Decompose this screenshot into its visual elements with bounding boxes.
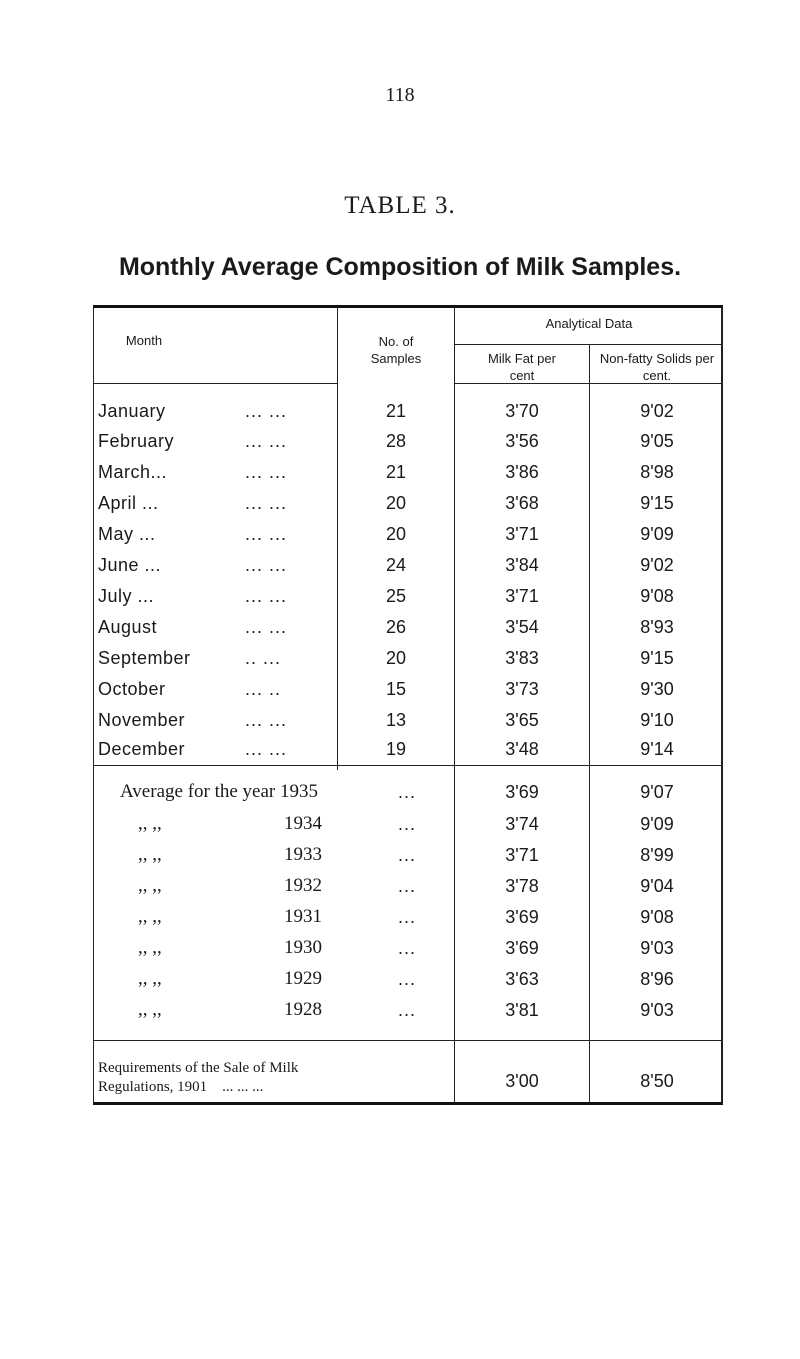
leader-dots: ... ... [245, 710, 288, 730]
month-name: March... [98, 462, 168, 482]
milk-fat-requirement: 3'00 [505, 1071, 539, 1091]
leader-dots: ... ... [245, 555, 288, 575]
non-fatty-solids-value: 9'07 [640, 782, 674, 802]
samples-count: 19 [385, 739, 407, 759]
non-fatty-solids-value: 9'02 [640, 555, 674, 575]
non-fatty-solids-value: 9'15 [640, 493, 674, 513]
milk-fat-value: 3'65 [505, 710, 539, 730]
average-year: 1933 [284, 844, 322, 865]
milk-fat-value: 3'71 [505, 845, 539, 865]
samples-count: 21 [385, 462, 407, 482]
milk-fat-value: 3'81 [505, 1000, 539, 1020]
leader-dots: ... ... ... [222, 1079, 264, 1095]
non-fatty-solids-value: 9'03 [640, 1000, 674, 1020]
header-samples: No. of Samples [370, 334, 422, 366]
ditto-marks: ,, ,, [138, 813, 162, 834]
month-name: September [98, 648, 191, 668]
leader-dots: ... .. [245, 679, 282, 699]
milk-fat-value: 3'63 [505, 969, 539, 989]
non-fatty-solids-value: 9'05 [640, 431, 674, 451]
month-name: January [98, 401, 166, 421]
requirements-line-2: Regulations, 1901 [98, 1079, 208, 1095]
milk-fat-value: 3'70 [505, 401, 539, 421]
leader-dots: ... ... [245, 739, 288, 759]
milk-fat-value: 3'56 [505, 431, 539, 451]
leader-dots: ... [398, 876, 417, 896]
average-year: 1932 [284, 875, 322, 896]
month-name: May ... [98, 524, 156, 544]
milk-fat-value: 3'73 [505, 679, 539, 699]
samples-count: 25 [385, 586, 407, 606]
month-name: February [98, 431, 175, 451]
leader-dots: ... ... [245, 586, 288, 606]
ditto-marks: ,, ,, [138, 844, 162, 865]
samples-count: 28 [385, 431, 407, 451]
milk-fat-value: 3'84 [505, 555, 539, 575]
average-label: Average for the year 1935 [120, 781, 318, 802]
milk-fat-value: 3'74 [505, 814, 539, 834]
leader-dots: ... [398, 938, 417, 958]
milk-fat-value: 3'86 [505, 462, 539, 482]
non-fatty-solids-value: 9'09 [640, 814, 674, 834]
non-fatty-solids-value: 9'10 [640, 710, 674, 730]
non-fatty-solids-value: 9'02 [640, 401, 674, 421]
leader-dots: ... ... [245, 493, 288, 513]
milk-fat-value: 3'68 [505, 493, 539, 513]
milk-fat-value: 3'69 [505, 907, 539, 927]
average-year: 1934 [284, 813, 322, 834]
table-label: TABLE 3. [344, 192, 456, 219]
header-fat: Milk Fat per cent [488, 351, 556, 383]
non-fatty-solids-value: 9'03 [640, 938, 674, 958]
divider-header-month [94, 383, 338, 384]
leader-dots: .. ... [245, 648, 282, 668]
ditto-marks: ,, ,, [138, 937, 162, 958]
header-analytical: Analytical Data [545, 316, 633, 331]
month-name: April ... [98, 493, 159, 513]
leader-dots: ... ... [245, 431, 288, 451]
non-fatty-solids-requirement: 8'50 [640, 1071, 674, 1091]
non-fatty-solids-value: 9'09 [640, 524, 674, 544]
month-name: June ... [98, 555, 162, 575]
ditto-marks: ,, ,, [138, 906, 162, 927]
average-year: 1929 [284, 968, 322, 989]
samples-count: 20 [385, 648, 407, 668]
month-name: November [98, 710, 186, 730]
month-name: December [98, 739, 186, 759]
leader-dots: ... ... [245, 462, 288, 482]
average-year: 1930 [284, 937, 322, 958]
milk-fat-value: 3'69 [505, 782, 539, 802]
page-number: 118 [385, 84, 415, 106]
non-fatty-solids-value: 8'99 [640, 845, 674, 865]
non-fatty-solids-value: 8'98 [640, 462, 674, 482]
non-fatty-solids-value: 9'08 [640, 586, 674, 606]
header-solids: Non-fatty Solids per cent. [599, 351, 715, 383]
requirements-label [98, 1059, 448, 1097]
non-fatty-solids-value: 9'04 [640, 876, 674, 896]
leader-dots: ... ... [245, 401, 288, 421]
samples-count: 13 [385, 710, 407, 730]
non-fatty-solids-value: 9'15 [640, 648, 674, 668]
ditto-marks: ,, ,, [138, 968, 162, 989]
ditto-marks: ,, ,, [138, 999, 162, 1020]
divider-months-averages [94, 765, 722, 766]
samples-count: 15 [385, 679, 407, 699]
month-name: July ... [98, 586, 155, 606]
milk-fat-value: 3'69 [505, 938, 539, 958]
average-year: 1931 [284, 906, 322, 927]
divider-averages-requirements [94, 1040, 722, 1041]
milk-fat-value: 3'54 [505, 617, 539, 637]
month-name: October [98, 679, 166, 699]
milk-fat-value: 3'71 [505, 586, 539, 606]
samples-count: 24 [385, 555, 407, 575]
divider-analytical-header [454, 344, 723, 345]
leader-dots: ... ... [245, 524, 288, 544]
leader-dots: ... [398, 845, 417, 865]
table-title: Monthly Average Composition of Milk Samples. [118, 253, 682, 281]
samples-count: 26 [385, 617, 407, 637]
leader-dots: ... [398, 907, 417, 927]
non-fatty-solids-value: 8'93 [640, 617, 674, 637]
leader-dots: ... [398, 1000, 417, 1020]
header-month: Month [125, 333, 163, 348]
month-name: August [98, 617, 158, 637]
non-fatty-solids-value: 9'08 [640, 907, 674, 927]
non-fatty-solids-value: 9'14 [640, 739, 674, 759]
leader-dots: ... [398, 969, 417, 989]
samples-count: 20 [385, 524, 407, 544]
milk-fat-value: 3'48 [505, 739, 539, 759]
milk-fat-value: 3'71 [505, 524, 539, 544]
samples-count: 20 [385, 493, 407, 513]
requirements-line-1: Requirements of the Sale of Milk [98, 1060, 299, 1076]
non-fatty-solids-value: 9'30 [640, 679, 674, 699]
milk-fat-value: 3'83 [505, 648, 539, 668]
ditto-marks: ,, ,, [138, 875, 162, 896]
leader-dots: ... [398, 782, 417, 802]
leader-dots: ... ... [245, 617, 288, 637]
leader-dots: ... [398, 814, 417, 834]
samples-count: 21 [385, 401, 407, 421]
milk-fat-value: 3'78 [505, 876, 539, 896]
non-fatty-solids-value: 8'96 [640, 969, 674, 989]
average-year: 1928 [284, 999, 322, 1020]
